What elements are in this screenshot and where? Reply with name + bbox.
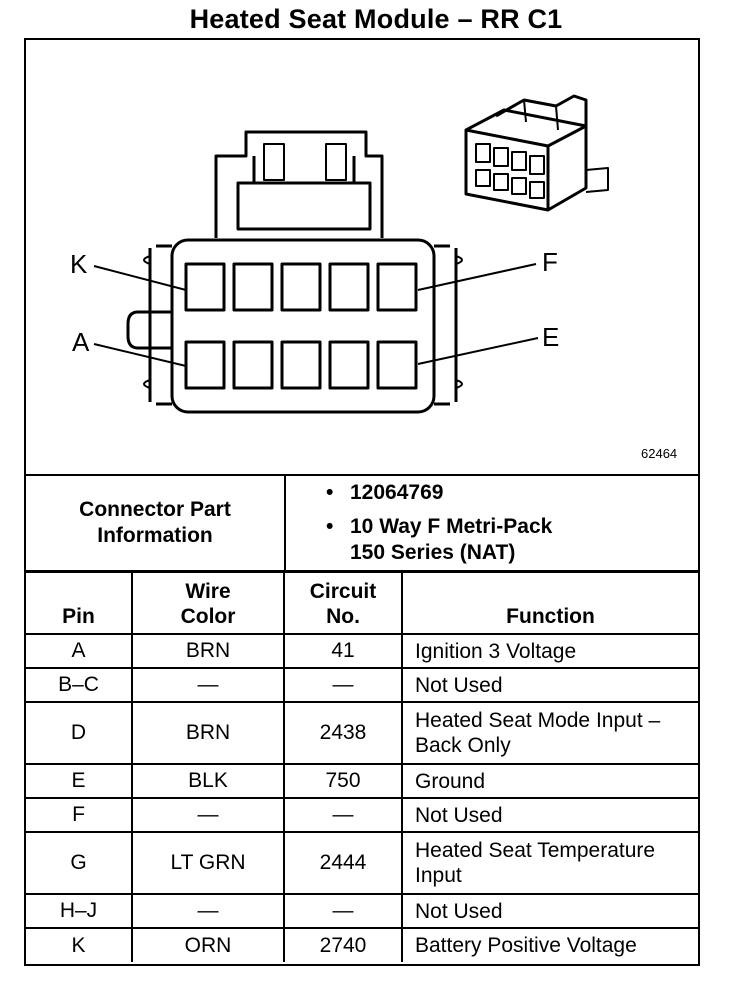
pin-label-bottom-right: E [542, 322, 560, 352]
bullet-icon: • [326, 515, 334, 538]
pin-cell: E [26, 764, 132, 798]
table-header-row [26, 572, 698, 634]
wire-color-cell: BLK [132, 764, 284, 798]
function-cell: Heated Seat Temperature Input [402, 832, 698, 894]
circuit-cell: — [284, 668, 402, 702]
table-row [26, 764, 698, 798]
pin-cell: H–J [26, 894, 132, 928]
pin-label-top-right: F [542, 247, 558, 277]
function-cell: Heated Seat Mode Input – Back Only [402, 702, 698, 764]
function-cell: Battery Positive Voltage [402, 928, 698, 962]
header-function: Function [402, 572, 698, 634]
pin-cell: F [26, 798, 132, 832]
table-row [26, 668, 698, 702]
wire-color-cell: — [132, 798, 284, 832]
function-cell: Ground [402, 764, 698, 798]
table-row [26, 928, 698, 962]
wire-color-cell: — [132, 894, 284, 928]
function-cell: Ignition 3 Voltage [402, 634, 698, 668]
figure-number: 62464 [641, 446, 678, 461]
circuit-cell: — [284, 894, 402, 928]
connector-part-info-list [286, 480, 696, 574]
header-pin: Pin [26, 572, 132, 634]
function-cell: Not Used [402, 894, 698, 928]
table-row [26, 832, 698, 894]
circuit-cell: 750 [284, 764, 402, 798]
pin-label-top-left: K [70, 249, 88, 279]
bullet-icon: • [326, 481, 334, 504]
header-wire-color: Wire Color [132, 572, 284, 634]
pin-cell: K [26, 928, 132, 962]
pin-label-bottom-left: A [72, 327, 90, 357]
connector-face-drawing [26, 40, 698, 474]
header-circuit-no: Circuit No. [284, 572, 402, 634]
page-title: Heated Seat Module – RR C1 [189, 4, 563, 34]
table-row [26, 894, 698, 928]
circuit-cell: 2444 [284, 832, 402, 894]
wire-color-cell: — [132, 668, 284, 702]
table-row [26, 634, 698, 668]
list-item [326, 480, 696, 506]
function-cell: Not Used [402, 798, 698, 832]
function-cell: Not Used [402, 668, 698, 702]
circuit-cell: 2740 [284, 928, 402, 962]
circuit-cell: 41 [284, 634, 402, 668]
connector-sheet [24, 38, 700, 966]
circuit-cell: — [284, 798, 402, 832]
connector-type: 10 Way F Metri-Pack 150 Series (NAT) [350, 515, 553, 564]
wire-color-cell: BRN [132, 702, 284, 764]
list-item [326, 514, 696, 566]
table-row [26, 798, 698, 832]
pin-cell: A [26, 634, 132, 668]
wire-color-cell: BRN [132, 634, 284, 668]
connector-part-info-label: Connector Part Information [26, 476, 286, 570]
pinout-table [26, 571, 698, 962]
connector-diagram [26, 40, 698, 476]
pin-cell: D [26, 702, 132, 764]
part-number: 12064769 [350, 481, 444, 504]
pin-cell: B–C [26, 668, 132, 702]
wire-color-cell: LT GRN [132, 832, 284, 894]
table-row [26, 702, 698, 764]
connector-part-info [26, 476, 698, 572]
wire-color-cell: ORN [132, 928, 284, 962]
circuit-cell: 2438 [284, 702, 402, 764]
pin-cell: G [26, 832, 132, 894]
